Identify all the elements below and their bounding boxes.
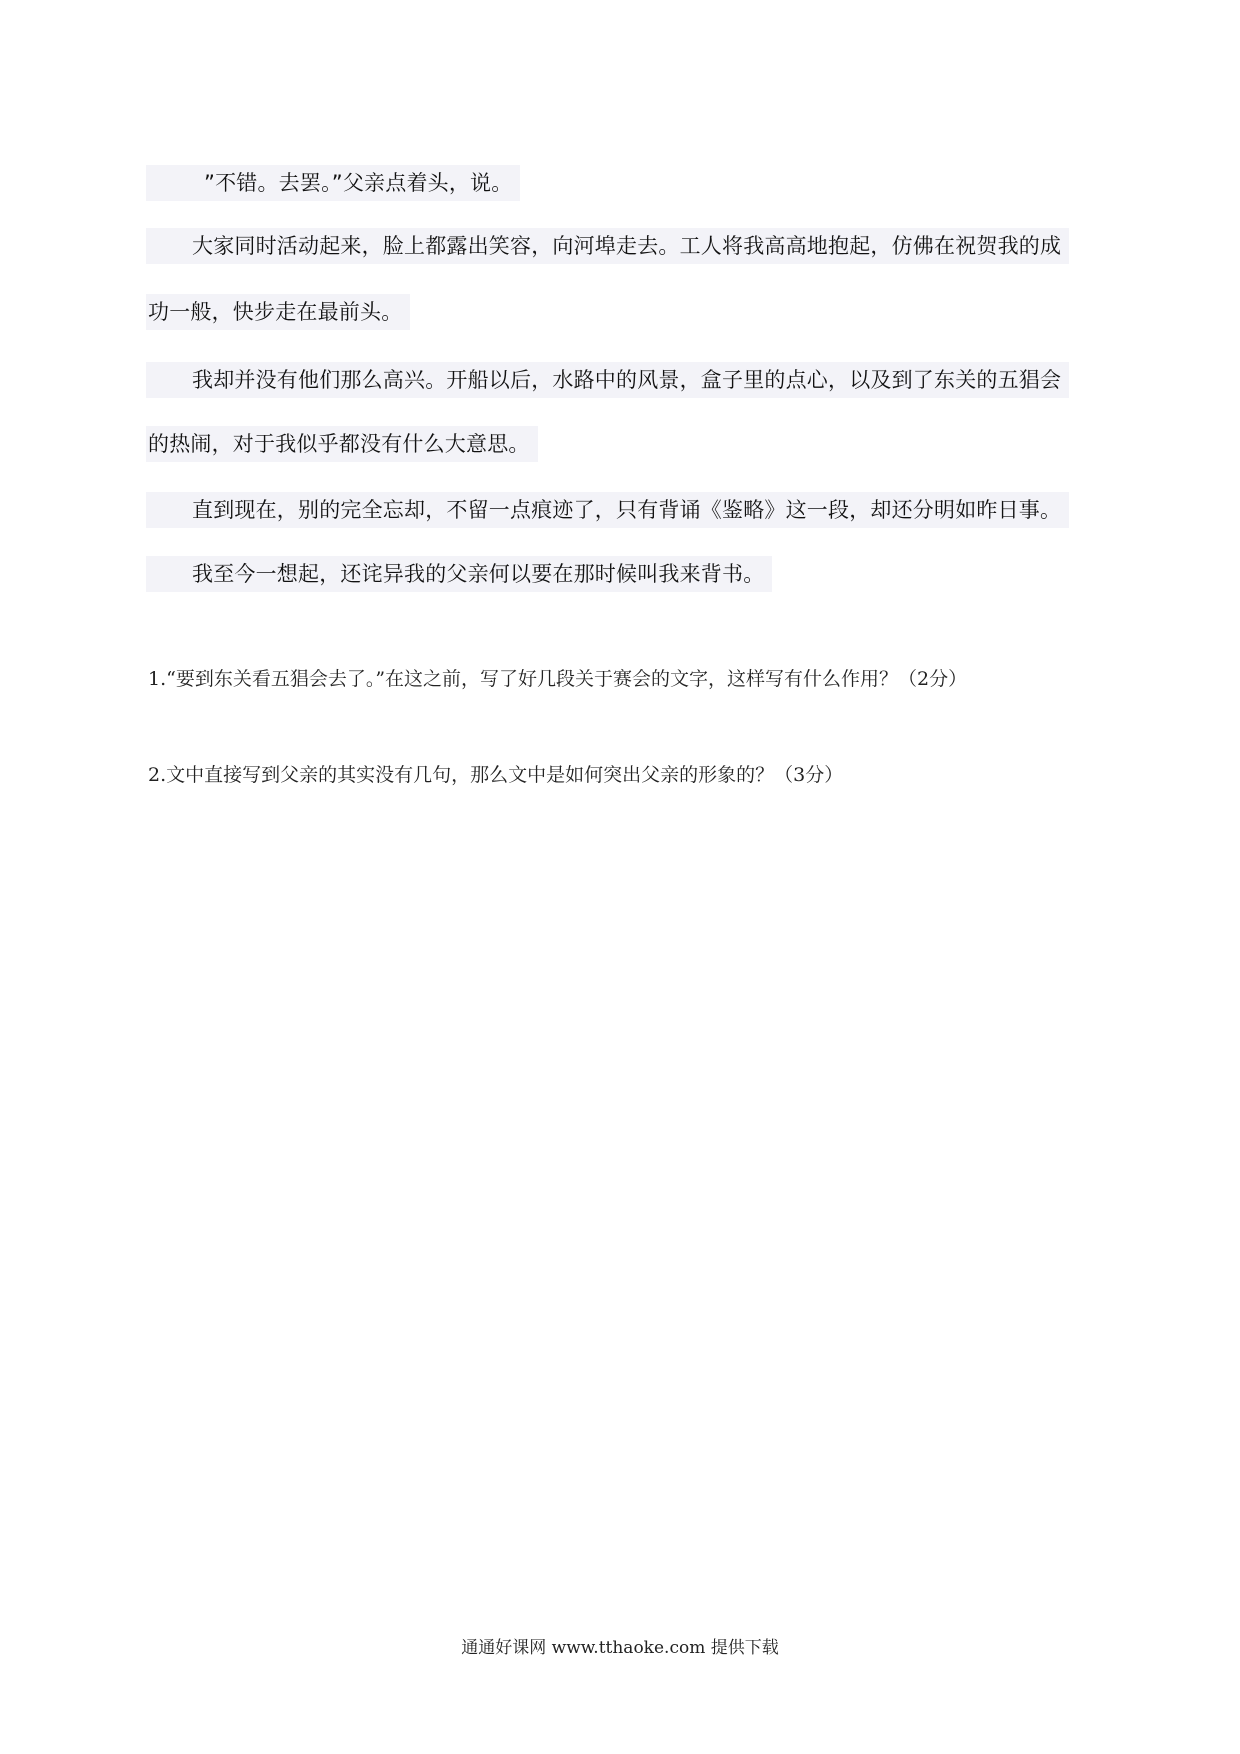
- passage-paragraph-5: 我至今一想起，还诧异我的父亲何以要在那时候叫我来背书。: [146, 556, 772, 592]
- passage-paragraph-2-line-1: 大家同时活动起来，脸上都露出笑容，向河埠走去。工人将我高高地抱起，仿佛在祝贺我的成: [146, 228, 1069, 264]
- question-2: 2.文中直接写到父亲的其实没有几句，那么文中是如何突出父亲的形象的？（3分）: [148, 764, 844, 786]
- passage-paragraph-4: 直到现在，别的完全忘却，不留一点痕迹了，只有背诵《鉴略》这一段，却还分明如昨日事。: [146, 492, 1069, 528]
- passage-paragraph-3-line-1: 我却并没有他们那么高兴。开船以后，水路中的风景，盒子里的点心，以及到了东关的五猖会: [146, 362, 1069, 398]
- passage-paragraph-3-line-2: 的热闹，对于我似乎都没有什么大意思。: [146, 426, 538, 462]
- passage-paragraph-1: ”不错。去罢。”父亲点着头，说。: [146, 165, 520, 201]
- passage-paragraph-2-line-2: 功一般，快步走在最前头。: [146, 294, 410, 330]
- question-1: 1.“要到东关看五猖会去了。”在这之前，写了好几段关于赛会的文字，这样写有什么作用？（2分）: [148, 668, 968, 690]
- page-footer: 通通好课网 www.tthaoke.com 提供下载: [461, 1638, 779, 1658]
